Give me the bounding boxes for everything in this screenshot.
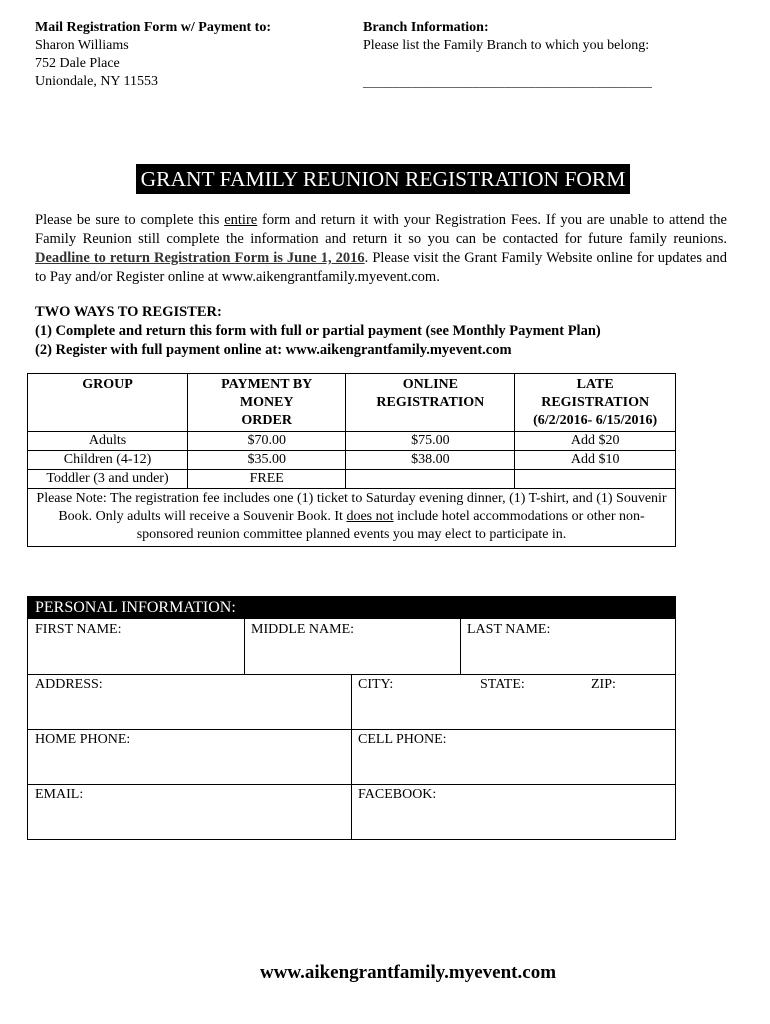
fee-note-part1: Please Note: The registration fee includes one (1) ticket to Saturday evening dinner, (1) T-shirt, and (1) Souvenir Book. Only adults will receive a Souvenir Book. It [36, 491, 667, 524]
intro-entire: entire [224, 212, 258, 228]
fee-cell [346, 470, 515, 489]
fee-cell: Adults [28, 432, 188, 451]
email-label: EMAIL: [35, 787, 84, 802]
fee-cell: Add $10 [515, 451, 676, 470]
table-row [28, 489, 676, 547]
fee-table-header [28, 374, 676, 432]
mail-heading: Mail Registration Form w/ Payment to: [35, 20, 271, 35]
ways-heading: TWO WAYS TO REGISTER: [35, 304, 222, 320]
state-field[interactable] [473, 674, 573, 729]
fee-cell: $75.00 [346, 432, 515, 451]
middle-name-field[interactable] [244, 619, 460, 674]
cell-phone-label: CELL PHONE: [358, 732, 447, 747]
fee-cell: Add $20 [515, 432, 676, 451]
email-field[interactable] [28, 784, 351, 839]
personal-info-section [27, 596, 676, 840]
fee-cell: Toddler (3 and under) [28, 470, 188, 489]
address-field[interactable] [28, 674, 351, 729]
mail-address-block [35, 19, 271, 91]
fee-note-part2: include hotel accommodations or other non-sponsored reunion committee planned events you may elect to participate in. [136, 509, 645, 542]
page-title: GRANT FAMILY REUNION REGISTRATION FORM [136, 164, 630, 194]
mail-city: Uniondale, NY 11553 [35, 74, 158, 89]
fee-header-money-order-text: PAYMENT BY MONEY ORDER [221, 377, 313, 428]
fee-note [28, 489, 676, 547]
fee-table [27, 373, 676, 547]
state-label: STATE: [480, 677, 525, 692]
table-row [28, 451, 676, 470]
branch-text: Please list the Family Branch to which you belong: [363, 38, 650, 53]
table-row [28, 432, 676, 451]
branch-info-block [363, 19, 652, 91]
fee-header-online-text: ONLINE REGISTRATION [376, 377, 485, 410]
zip-label: ZIP: [591, 677, 616, 692]
mail-street: 752 Dale Place [35, 56, 120, 71]
intro-part2: form and return it with your Registration Fees. If you are unable to attend the Family Reunion still complete the information and return it so you can be contacted for future family reunions. [35, 212, 727, 247]
fee-cell: $35.00 [188, 451, 346, 470]
fee-cell [515, 470, 676, 489]
fee-header-late-text: LATE REGISTRATION (6/2/2016- 6/15/2016) [533, 377, 658, 428]
facebook-field[interactable] [351, 784, 675, 839]
last-name-label: LAST NAME: [467, 622, 551, 637]
ways-option-1: (1) Complete and return this form with full or partial payment (see Monthly Payment Plan) [35, 323, 601, 339]
last-name-field[interactable] [460, 619, 675, 674]
fee-header-group: GROUP [28, 374, 188, 432]
fee-cell: Children (4-12) [28, 451, 188, 470]
cell-phone-field[interactable] [351, 729, 675, 784]
ways-option-2: (2) Register with full payment online at: www.aikengrantfamily.myevent.com [35, 342, 512, 358]
city-label: CITY: [358, 677, 394, 692]
fee-header-late [515, 374, 676, 432]
fee-cell: FREE [188, 470, 346, 489]
branch-heading: Branch Information: [363, 20, 489, 35]
intro-part1: Please be sure to complete this [35, 212, 225, 228]
fee-cell: $38.00 [346, 451, 515, 470]
facebook-label: FACEBOOK: [358, 787, 437, 802]
first-name-field[interactable] [28, 619, 244, 674]
branch-blank-line[interactable]: _______________________________________________ [363, 75, 653, 89]
home-phone-field[interactable] [28, 729, 351, 784]
personal-info-heading: PERSONAL INFORMATION: [28, 597, 675, 619]
middle-name-label: MIDDLE NAME: [251, 622, 355, 637]
fee-header-money-order [188, 374, 346, 432]
home-phone-label: HOME PHONE: [35, 732, 131, 747]
intro-part3: . Please visit the Grant Family Website online for updates and to Pay and/or Register online at www.aikengrantfamily.myevent.com. [35, 250, 727, 285]
deadline-text: Deadline to return Registration Form is June 1, 2016 [35, 250, 365, 266]
fee-cell: $70.00 [188, 432, 346, 451]
fee-note-does-not: does not [346, 509, 394, 524]
footer-website-link[interactable]: www.aikengrantfamily.myevent.com [259, 962, 557, 983]
table-row [28, 470, 676, 489]
fee-header-online [346, 374, 515, 432]
intro-paragraph [35, 211, 727, 287]
ways-to-register [35, 303, 601, 360]
first-name-label: FIRST NAME: [35, 622, 122, 637]
address-label: ADDRESS: [35, 677, 103, 692]
zip-field[interactable] [584, 674, 664, 729]
city-field[interactable] [351, 674, 461, 729]
mail-name: Sharon Williams [35, 38, 129, 53]
